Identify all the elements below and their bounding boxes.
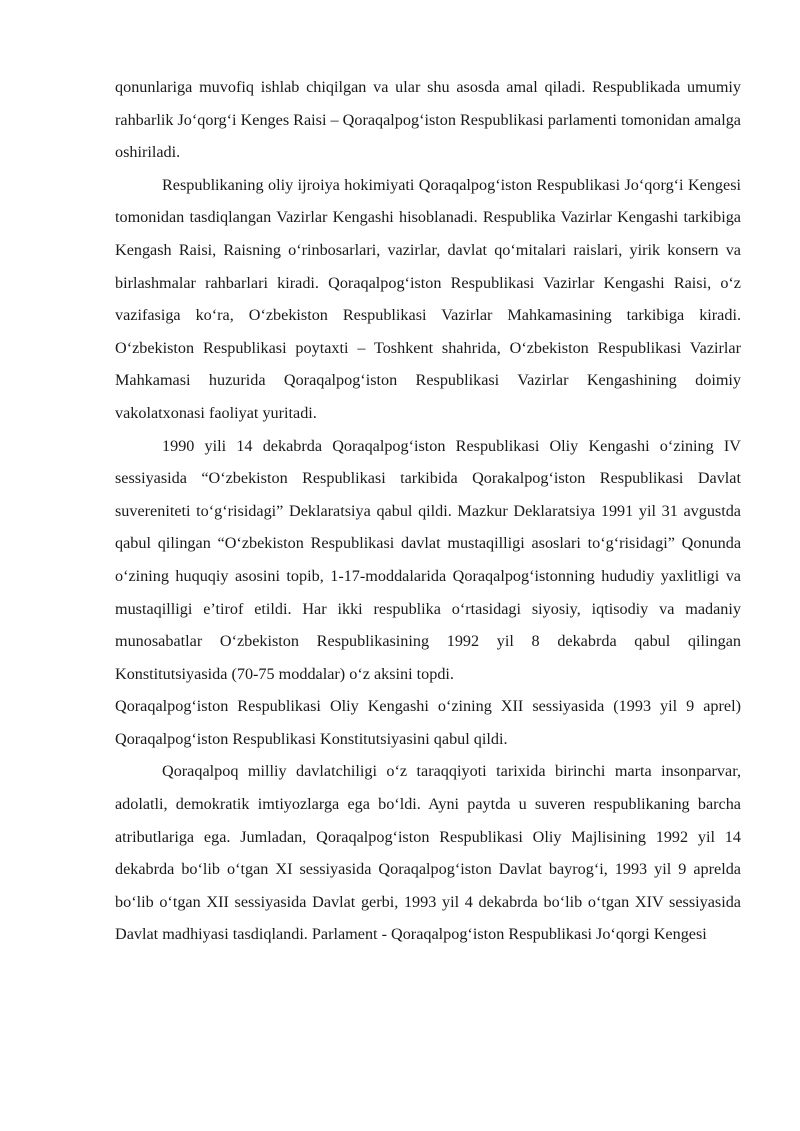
paragraph-5: Qoraqalpoq milliy davlatchiligi o‘z taraqqiyoti tarixida birinchi marta insonparvar, adolatli, demokratik imtiyozlarga ega bo‘ldi. Ayni paytda u suveren respublikaning barcha atributlariga ega. Jumladan, Qoraqalpog‘iston Respublikasi Oliy Majlisining 1992 yil 14 dekabrda bo‘lib o‘tgan XI sessiyasida Qoraqalpog‘iston Davlat bayrog‘i, 1993 yil 9 aprelda bo‘lib o‘tgan XII sessiyasida Davlat gerbi, 1993 yil 4 dekabrda bo‘lib o‘tgan XIV sessiyasida Davlat madhiyasi tasdiqlandi. Parlament - Qoraqalpog‘iston Respublikasi Jo‘qorgi Kengesi (115, 762, 741, 944)
document-page (115, 71, 741, 951)
paragraph-2: Respublikaning oliy ijroiya hokimiyati Qoraqalpog‘iston Respublikasi Jo‘qorg‘i Kengesi tomonidan tasdiqlangan Vazirlar Kengashi hisoblanadi. Respublika Vazirlar Kengashi tarkibiga Kengash Raisi, Raisning o‘rinbosarlari, vazirlar, davlat qo‘mitalari raislari, yirik konsern va birlashmalar rahbarlari kiradi. Qoraqalpog‘iston Respublikasi Vazirlar Kengashi Raisi, o‘z vazifasiga ko‘ra, O‘zbekiston Respublikasi Vazirlar Mahkamasining tarkibiga kiradi. O‘zbekiston Respublikasi poytaxti – Toshkent shahrida, O‘zbekiston Respublikasi Vazirlar Mahkamasi huzurida Qoraqalpog‘iston Respublikasi Vazirlar Kengashining doimiy vakolatxonasi faoliyat yuritadi. (115, 175, 741, 422)
paragraph-3: 1990 yili 14 dekabrda Qoraqalpog‘iston Respublikasi Oliy Kengashi o‘zining IV sessiyasida “O‘zbekiston Respublikasi tarkibida Qorakalpog‘iston Respublikasi Davlat suvereniteti to‘g‘risidagi” Deklaratsiya qabul qildi. Mazkur Deklaratsiya 1991 yil 31 avgustda qabul qilingan “O‘zbekiston Respublikasi davlat mustaqilligi asoslari to‘g‘risidagi” Qonunda o‘zining huquqiy asosini topib, 1-17-moddalarida Qoraqalpog‘istonning hududiy yaxlitligi va mustaqilligi e’tirof etildi. Har ikki respublika o‘rtasidagi siyosiy, iqtisodiy va madaniy munosabatlar O‘zbekiston Respublikasining 1992 yil 8 dekabrda qabul qilingan Konstitutsiyasida (70-75 moddalar) o‘z aksini topdi. (115, 436, 741, 683)
paragraph-4: Qoraqalpog‘iston Respublikasi Oliy Kengashi o‘zining XII sessiyasida (1993 yil 9 aprel) Qoraqalpog‘iston Respublikasi Konstitutsiyasini qabul qildi. (115, 697, 741, 748)
paragraph-1: qonunlariga muvofiq ishlab chiqilgan va ular shu asosda amal qiladi. Respublikada umumiy rahbarlik Jo‘qorg‘i Kenges Raisi – Qoraqalpog‘iston Respublikasi parlamenti tomonidan amalga oshiriladi. (115, 78, 741, 162)
